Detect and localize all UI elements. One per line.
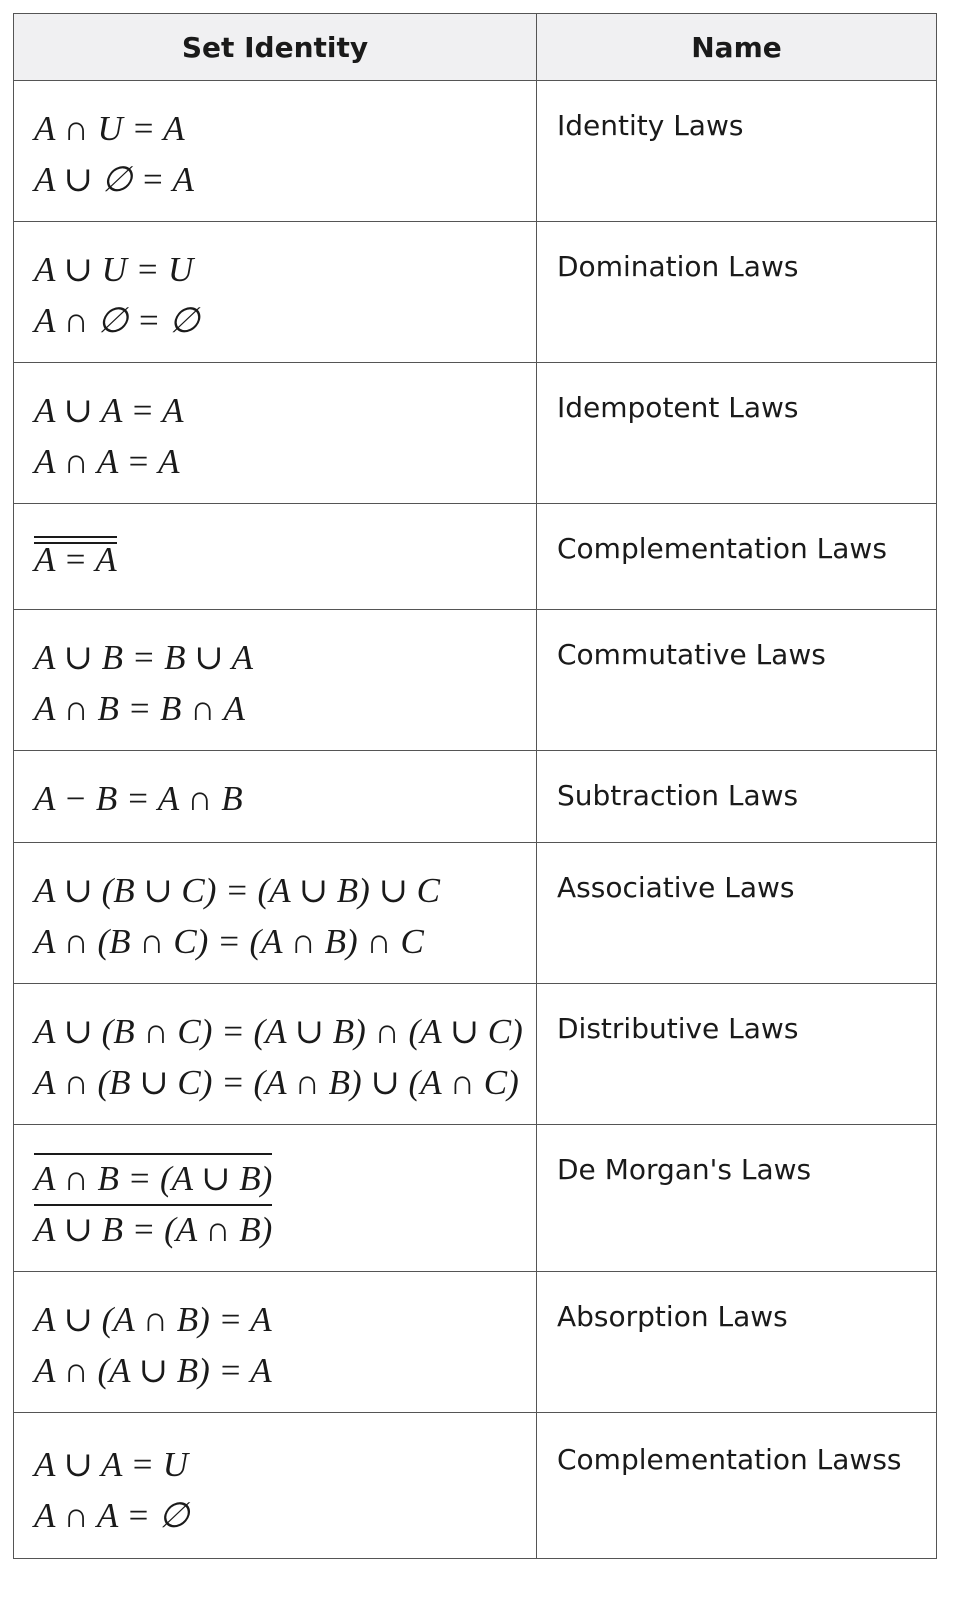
identity-cell bbox=[14, 610, 537, 751]
identity-cell bbox=[14, 1125, 537, 1272]
identity-line bbox=[34, 534, 536, 585]
table-row bbox=[14, 751, 937, 843]
identity-line: A ∩ A = A bbox=[34, 442, 180, 481]
identity-line: A ∪ B = B ∪ A bbox=[34, 638, 254, 677]
identity-line: A ∪ A = U bbox=[34, 1445, 189, 1484]
law-name: Absorption Laws bbox=[537, 1272, 937, 1413]
identity-line-text: A ∩ B = (A ∪ B) bbox=[34, 1159, 273, 1198]
identity-line: A ∪ (A ∩ B) = A bbox=[34, 1300, 272, 1339]
identity-line: A ∩ U = A bbox=[34, 109, 185, 148]
header-row bbox=[14, 14, 937, 81]
identity-line-text: A = A bbox=[34, 540, 117, 579]
identity-cell bbox=[14, 751, 537, 843]
table-row bbox=[14, 1125, 937, 1272]
table-row bbox=[14, 1413, 937, 1559]
law-name: De Morgan's Laws bbox=[537, 1125, 937, 1272]
table-row bbox=[14, 843, 937, 984]
law-name: Identity Laws bbox=[537, 81, 937, 222]
identity-line: A ∩ ∅ = ∅ bbox=[34, 301, 200, 340]
identity-line-text: A ∪ B = (A ∩ B) bbox=[34, 1210, 273, 1249]
table-row bbox=[14, 222, 937, 363]
double-complement-A bbox=[34, 534, 117, 585]
identity-cell bbox=[14, 222, 537, 363]
table-row bbox=[14, 81, 937, 222]
header-set-identity: Set Identity bbox=[14, 14, 537, 81]
identity-line: A ∩ B = B ∩ A bbox=[34, 689, 245, 728]
identity-cell bbox=[14, 363, 537, 504]
identity-line: A ∪ A = A bbox=[34, 391, 184, 430]
header-name: Name bbox=[537, 14, 937, 81]
identity-line bbox=[34, 1204, 536, 1255]
complement-expression bbox=[34, 1204, 272, 1255]
identity-line: A ∪ ∅ = A bbox=[34, 160, 194, 199]
complement-expression bbox=[34, 1153, 272, 1204]
law-name: Commutative Laws bbox=[537, 610, 937, 751]
identity-line: A ∩ A = ∅ bbox=[34, 1496, 190, 1535]
identity-line: A ∪ U = U bbox=[34, 250, 194, 289]
complement-bar bbox=[34, 1153, 272, 1155]
table-row bbox=[14, 984, 937, 1125]
law-name: Distributive Laws bbox=[537, 984, 937, 1125]
identity-cell bbox=[14, 843, 537, 984]
table-row bbox=[14, 1272, 937, 1413]
table-row bbox=[14, 504, 937, 610]
identity-line: A ∪ (B ∪ C) = (A ∪ B) ∪ C bbox=[34, 871, 440, 910]
law-name: Domination Laws bbox=[537, 222, 937, 363]
identity-line bbox=[34, 1153, 536, 1204]
law-name: Associative Laws bbox=[537, 843, 937, 984]
identity-line: A − B = A ∩ B bbox=[34, 779, 243, 818]
identity-cell bbox=[14, 984, 537, 1125]
identity-cell bbox=[14, 504, 537, 610]
set-identities-table bbox=[13, 13, 937, 1559]
law-name: Idempotent Laws bbox=[537, 363, 937, 504]
table-row bbox=[14, 363, 937, 504]
identity-line: A ∩ (A ∪ B) = A bbox=[34, 1351, 272, 1390]
identity-cell bbox=[14, 81, 537, 222]
identity-line: A ∪ (B ∩ C) = (A ∪ B) ∩ (A ∪ C) bbox=[34, 1012, 523, 1051]
complement-bar bbox=[34, 1204, 272, 1206]
law-name: Complementation Lawss bbox=[537, 1413, 937, 1559]
identity-cell bbox=[14, 1413, 537, 1559]
identity-cell bbox=[14, 1272, 537, 1413]
table-row bbox=[14, 610, 937, 751]
law-name: Subtraction Laws bbox=[537, 751, 937, 843]
identity-line: A ∩ (B ∪ C) = (A ∩ B) ∪ (A ∩ C) bbox=[34, 1063, 519, 1102]
identity-line: A ∩ (B ∩ C) = (A ∩ B) ∩ C bbox=[34, 922, 424, 961]
law-name: Complementation Laws bbox=[537, 504, 937, 610]
